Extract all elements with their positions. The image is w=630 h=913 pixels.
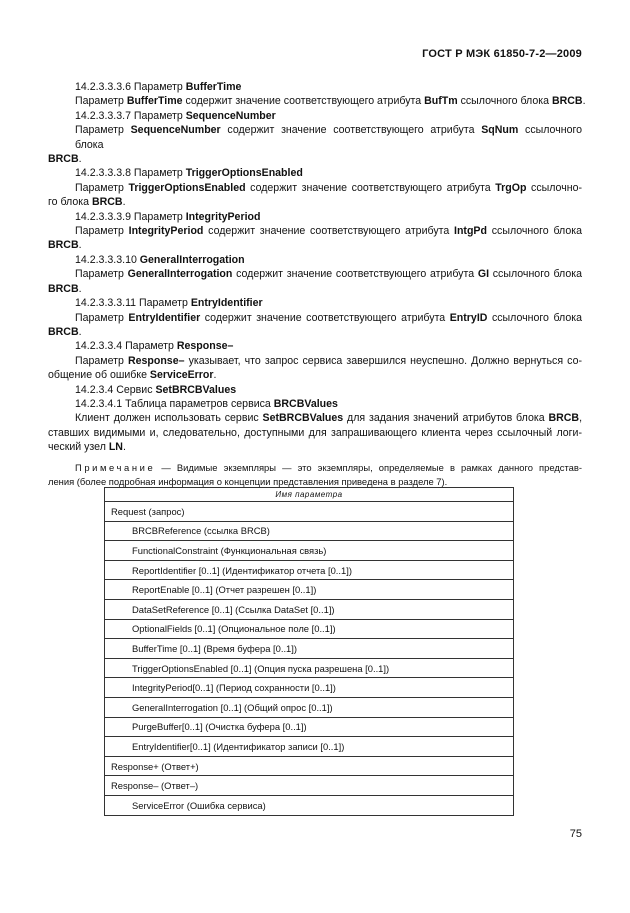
clause-heading: 14.2.3.3.3.7 Параметр SequenceNumber (75, 109, 276, 122)
document-header: ГОСТ Р МЭК 61850-7-2—2009 (422, 48, 582, 60)
clause-text: Параметр EntryIdentifier содержит значение соответствующего атрибута EntryID ссылочного блока (75, 311, 582, 324)
table-row: IntegrityPeriod[0..1] (Период сохранности [0..1]) (105, 678, 514, 698)
table-row: TriggerOptionsEnabled [0..1] (Опция пуска разрешена [0..1]) (105, 658, 514, 678)
clause-text-cont: BRCB. (48, 239, 82, 252)
clause-text: Клиент должен использовать сервис SetBRCBValues для задания значений атрибутов блока BRCB, (75, 412, 583, 425)
clause-text: Параметр SequenceNumber содержит значение соответствующего атрибута SqNum ссылочного блока (75, 124, 582, 151)
clause-heading: 14.2.3.3.3.8 Параметр TriggerOptionsEnabled (75, 167, 303, 180)
table-row: BufferTime [0..1] (Время буфера [0..1]) (105, 639, 514, 659)
table-row: Response+ (Ответ+) (105, 756, 514, 776)
table-row: OptionalFields [0..1] (Опциональное поле [0..1]) (105, 619, 514, 639)
table-row: ServiceError (Ошибка сервиса) (105, 795, 514, 815)
table-row: GeneralInterrogation [0..1] (Общий опрос [0..1]) (105, 697, 514, 717)
clause-text-cont: BRCB. (48, 282, 82, 295)
table-row: ReportEnable [0..1] (Отчет разрешен [0..1]) (105, 580, 514, 600)
clause-text-cont: BRCB. (48, 153, 82, 166)
clause-text: Параметр TriggerOptionsEnabled содержит значение соответствующего атрибута TrgOp ссылочно- (75, 181, 582, 194)
clause-text: Параметр Response– указывает, что запрос сервиса завершился неуспешно. Должно вернуться со- (75, 354, 582, 367)
clause-text: Параметр IntegrityPeriod содержит значение соответствующего атрибута IntgPd ссылочного блока (75, 225, 582, 238)
clause-heading: 14.2.3.3.3.9 Параметр IntegrityPeriod (75, 210, 261, 223)
clause-heading: 14.2.3.3.4 Параметр Response– (75, 340, 234, 353)
table-header: Имя параметра (105, 488, 514, 502)
table-row: DataSetReference [0..1] (Ссылка DataSet [0..1]) (105, 599, 514, 619)
clause-text-cont: ческий узел LN. (48, 441, 126, 454)
clause-text-cont: го блока BRCB. (48, 196, 126, 209)
note: Примечание — Видимые экземпляры — это экземпляры, определяемые в рамках данного представ- ления (более подробная информация о концепции представления приведена в разделе 7). (48, 461, 582, 487)
clause-heading: 14.2.3.4.1 Таблица параметров сервиса BRCBValues (75, 397, 338, 410)
table-row: PurgeBuffer[0..1] (Очистка буфера [0..1]) (105, 717, 514, 737)
clause-text: Параметр GeneralInterrogation содержит значение соответствующего атрибута GI ссылочного блока (75, 268, 582, 281)
parameter-table (104, 487, 514, 816)
table-row: FunctionalConstraint (Функциональная связь) (105, 541, 514, 561)
clause-text-cont: общение об ошибке ServiceError. (48, 369, 217, 382)
clause-heading: 14.2.3.3.3.6 Параметр BufferTime (75, 81, 242, 93)
table-row: EntryIdentifier[0..1] (Идентификатор записи [0..1]) (105, 737, 514, 757)
clause-heading: 14.2.3.3.3.10 GeneralInterrogation (75, 253, 245, 266)
clause-heading: 14.2.3.4 Сервис SetBRCBValues (75, 383, 237, 396)
table-row: ReportIdentifier [0..1] (Идентификатор отчета [0..1]) (105, 560, 514, 580)
note-label: Примечание (75, 461, 156, 473)
page-number: 75 (569, 828, 582, 840)
table-row: BRCBReference (ссылка BRCB) (105, 521, 514, 541)
clause-heading: 14.2.3.3.3.11 Параметр EntryIdentifier (75, 297, 263, 310)
table-row: Response– (Ответ–) (105, 776, 514, 796)
document-body (48, 80, 586, 489)
clause-text-cont: BRCB. (48, 325, 82, 338)
clause-text-cont: ставших видимыми и, следовательно, доступными для запрашивающего клиента через ссылочный логи- (48, 426, 582, 439)
table-body (105, 502, 514, 816)
table-row: Request (запрос) (105, 502, 514, 522)
clause-text: Параметр BufferTime содержит значение соответствующего атрибута BufTm ссылочного блока BRCB. (75, 95, 586, 108)
